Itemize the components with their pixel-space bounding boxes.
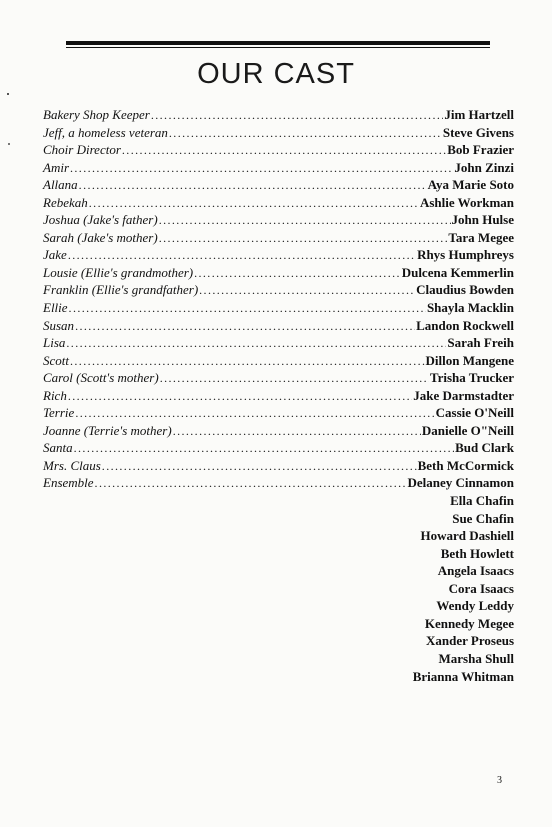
cast-row (43, 439, 514, 457)
role-name: Scott (43, 352, 69, 368)
dot-leader (68, 388, 412, 406)
actor-name: Bud Clark (455, 440, 514, 456)
ensemble-member: Ella Chafin (450, 493, 514, 509)
role-name: Franklin (Ellie's grandfather) (43, 282, 199, 298)
cast-row (43, 281, 514, 299)
ensemble-member: Marsha Shull (438, 650, 514, 666)
cast-row (43, 457, 514, 475)
cast-row (43, 106, 514, 124)
cast-row (43, 176, 514, 194)
dot-leader (122, 142, 446, 160)
actor-name: Cassie O'Neill (435, 405, 514, 421)
cast-row (43, 387, 514, 405)
actor-name: Jim Hartzell (444, 107, 514, 122)
role-name: Rich (43, 387, 67, 403)
page-number: 3 (497, 775, 502, 786)
cast-row (43, 404, 514, 422)
actor-name: Tara Megee (448, 229, 514, 245)
cast-row (43, 369, 514, 387)
margin-mark (8, 143, 10, 145)
role-name: Sarah (Jake's mother) (43, 229, 158, 245)
cast-row (43, 229, 514, 247)
actor-name: Beth McCormick (417, 457, 514, 473)
role-name: Jeff, a homeless veteran (43, 124, 168, 140)
actor-name: John Zinzi (454, 159, 514, 175)
cast-row (43, 124, 514, 142)
ensemble-member: Angela Isaacs (437, 563, 514, 579)
role-name: Santa (43, 440, 73, 456)
actor-name: John Hulse (451, 212, 514, 228)
actor-name: Delaney Cinnamon (407, 475, 514, 491)
cast-list (43, 106, 514, 685)
header-rule-thin (66, 47, 490, 48)
dot-leader (74, 440, 454, 458)
actor-name: Rhys Humphreys (417, 247, 514, 263)
dot-leader (69, 300, 426, 318)
dot-leader (199, 282, 415, 300)
cast-row (43, 422, 514, 440)
dot-leader (173, 423, 421, 441)
header-rule-thick (66, 41, 490, 45)
ensemble-member: Xander Proseus (426, 633, 514, 649)
actor-name: Danielle O"Neill (421, 422, 514, 438)
actor-name: Dillon Mangene (425, 352, 514, 368)
role-name: Ensemble (43, 475, 94, 491)
role-name: Joshua (Jake's father) (43, 212, 158, 228)
ensemble-member: Brianna Whitman (412, 668, 514, 684)
cast-row (43, 299, 514, 317)
ensemble-list (43, 492, 514, 685)
dot-leader (159, 212, 451, 230)
dot-leader (102, 458, 417, 476)
role-name: Ellie (43, 300, 68, 316)
role-name: Rebekah (43, 194, 88, 210)
dot-leader (169, 125, 442, 143)
cast-row (43, 474, 514, 492)
actor-name: Landon Rockwell (416, 317, 514, 333)
actor-name: Shayla Macklin (426, 300, 514, 316)
actor-name: Claudius Bowden (416, 282, 514, 298)
actor-name: Sarah Freih (447, 335, 514, 351)
role-name: Choir Director (43, 142, 121, 158)
ensemble-member: Beth Howlett (440, 545, 514, 561)
ensemble-member: Cora Isaacs (448, 580, 514, 596)
actor-name: Steve Givens (442, 124, 514, 140)
role-name: Susan (43, 317, 75, 333)
dot-leader (194, 265, 401, 283)
role-name: Lousie (Ellie's grandmother) (43, 264, 194, 280)
dot-leader (66, 335, 446, 353)
dot-leader (159, 230, 448, 248)
actor-name: Ashlie Workman (419, 194, 514, 210)
cast-row (43, 334, 514, 352)
ensemble-member: Wendy Leddy (436, 598, 514, 614)
ensemble-member: Kennedy Megee (424, 615, 514, 631)
actor-name: Bob Frazier (447, 142, 514, 158)
cast-row (43, 264, 514, 282)
dot-leader (160, 370, 429, 388)
dot-leader (70, 160, 453, 178)
cast-rows (43, 106, 514, 492)
dot-leader (79, 177, 427, 195)
role-name: Carol (Scott's mother) (43, 370, 159, 386)
dot-leader (70, 353, 425, 371)
ensemble-member: Sue Chafin (452, 510, 514, 526)
actor-name: Dulcena Kemmerlin (401, 264, 514, 280)
actor-name: Aya Marie Soto (427, 177, 514, 193)
margin-mark (7, 93, 9, 95)
role-name: Joanne (Terrie's mother) (43, 422, 172, 438)
role-name: Bakery Shop Keeper (43, 107, 150, 122)
role-name: Lisa (43, 335, 66, 351)
role-name: Mrs. Claus (43, 457, 101, 473)
page-title: OUR CAST (197, 58, 355, 90)
cast-row (43, 246, 514, 264)
dot-leader (95, 475, 407, 493)
dot-leader (89, 195, 419, 213)
dot-leader (151, 107, 443, 125)
actor-name: Jake Darmstadter (413, 387, 514, 403)
dot-leader (68, 247, 416, 265)
cast-row (43, 141, 514, 159)
dot-leader (75, 405, 434, 423)
cast-row (43, 159, 514, 177)
cast-row (43, 352, 514, 370)
ensemble-member: Howard Dashiell (420, 528, 514, 544)
dot-leader (75, 318, 415, 336)
actor-name: Trisha Trucker (429, 370, 514, 386)
cast-row (43, 317, 514, 335)
role-name: Jake (43, 247, 67, 263)
cast-row (43, 211, 514, 229)
cast-row (43, 194, 514, 212)
role-name: Amir (43, 159, 69, 175)
role-name: Terrie (43, 405, 75, 421)
role-name: Allana (43, 177, 78, 193)
